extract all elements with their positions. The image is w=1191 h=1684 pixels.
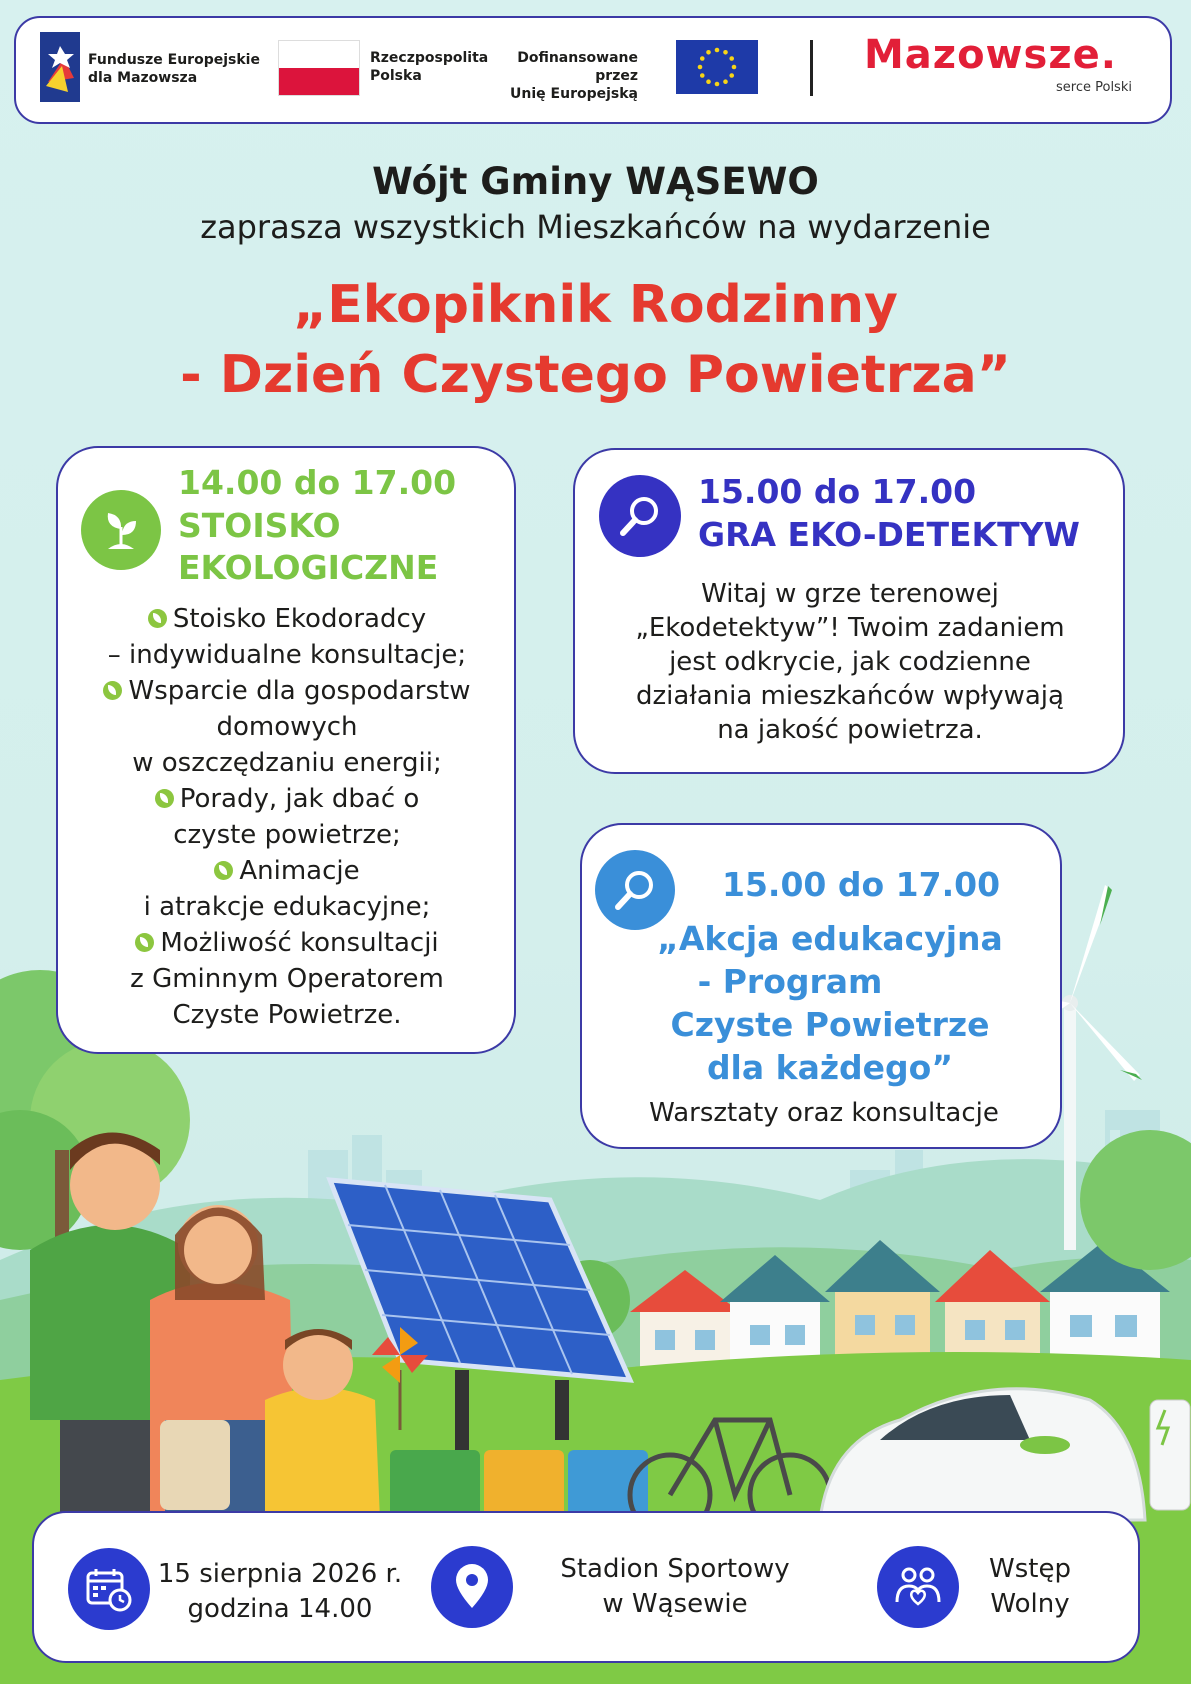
mazowsze-subtitle: serce Polski	[1056, 80, 1132, 95]
leaf-bullet-icon	[214, 861, 233, 880]
eu-star-icon	[729, 56, 734, 61]
eu-star-icon	[732, 65, 737, 70]
leaf-bullet-icon	[155, 789, 174, 808]
eco-stand-list	[62, 601, 512, 1033]
eu-star-icon	[715, 82, 720, 87]
eu-flag-icon	[676, 40, 758, 94]
invite-text: zaprasza wszystkich Mieszkańców na wydarzenie	[200, 208, 991, 246]
detective-title: GRA EKO-DETEKTYW	[698, 515, 1080, 554]
education-time: 15.00 do 17.00	[722, 865, 1001, 904]
list-item: Porady, jak dbać o czyste powietrze;	[62, 781, 512, 853]
list-item: Możliwość konsultacji z Gminnym Operatorem Czyste Powietrze.	[130, 928, 444, 1030]
calendar-clock-icon	[68, 1548, 150, 1630]
recycling-bins	[390, 1450, 648, 1520]
footer-date: 15 sierpnia 2026 r. godzina 14.00	[157, 1559, 403, 1624]
eu-logo-text: Dofinansowane przez Unię Europejską	[510, 50, 638, 102]
people-heart-icon	[877, 1546, 959, 1628]
magnifier-icon	[599, 475, 681, 557]
leaf-bullet-icon	[148, 609, 167, 628]
fe-logo-icon	[40, 32, 80, 102]
eu-star-icon	[723, 79, 728, 84]
leaf-bullet-icon	[103, 681, 122, 700]
leaf-icon	[81, 490, 161, 570]
eu-star-icon	[729, 73, 734, 78]
rp-logo-text: Rzeczpospolita Polska	[370, 50, 489, 84]
eu-star-icon	[700, 56, 705, 61]
pl-flag-icon	[278, 40, 360, 96]
eu-star-icon	[706, 50, 711, 55]
eco-stand-title-line-2: EKOLOGICZNE	[178, 548, 439, 587]
footer-entry: Wstęp Wolny	[989, 1554, 1071, 1619]
education-subtitle: Warsztaty oraz konsultacje	[649, 1098, 999, 1128]
organizer-heading: Wójt Gminy WĄSEWO	[372, 160, 819, 203]
eu-star-icon	[706, 79, 711, 84]
eu-star-icon	[723, 50, 728, 55]
event-title-line-1: „Ekopiknik Rodzinny	[293, 275, 898, 335]
list-item: Animacje i atrakcje edukacyjne;	[143, 856, 431, 922]
eu-star-icon	[700, 73, 705, 78]
eco-stand-time: 14.00 do 17.00	[178, 463, 457, 502]
eu-star-icon	[698, 65, 703, 70]
event-title-line-2: - Dzień Czystego Powietrza”	[180, 345, 1011, 405]
logo-divider	[810, 40, 813, 96]
detective-description: Witaj w grze terenowej „Ekodetektyw”! Twoim zadaniem jest odkrycie, jak codzienne działania mieszkańców wpływają na jakość powietrza.	[635, 579, 1065, 745]
detective-time: 15.00 do 17.00	[698, 472, 977, 511]
education-title: „Akcja edukacyjna - Program Czyste Powietrze dla każdego”	[657, 919, 1003, 1087]
logo-bar	[14, 16, 1172, 124]
location-pin-icon	[431, 1546, 513, 1628]
eco-stand-title-line-1: STOISKO	[178, 506, 341, 545]
list-item: Wsparcie dla gospodarstw domowych w oszczędzaniu energii;	[62, 673, 512, 781]
fe-logo-text: Fundusze Europejskie dla Mazowsza	[88, 52, 260, 86]
eu-star-icon	[715, 48, 720, 53]
footer-place: Stadion Sportowy w Wąsewie	[560, 1554, 790, 1619]
list-item: Stoisko Ekodoradcy – indywidualne konsultacje;	[107, 604, 467, 670]
leaf-bullet-icon	[135, 933, 154, 952]
mazowsze-logo: Mazowsze.	[864, 32, 1117, 78]
